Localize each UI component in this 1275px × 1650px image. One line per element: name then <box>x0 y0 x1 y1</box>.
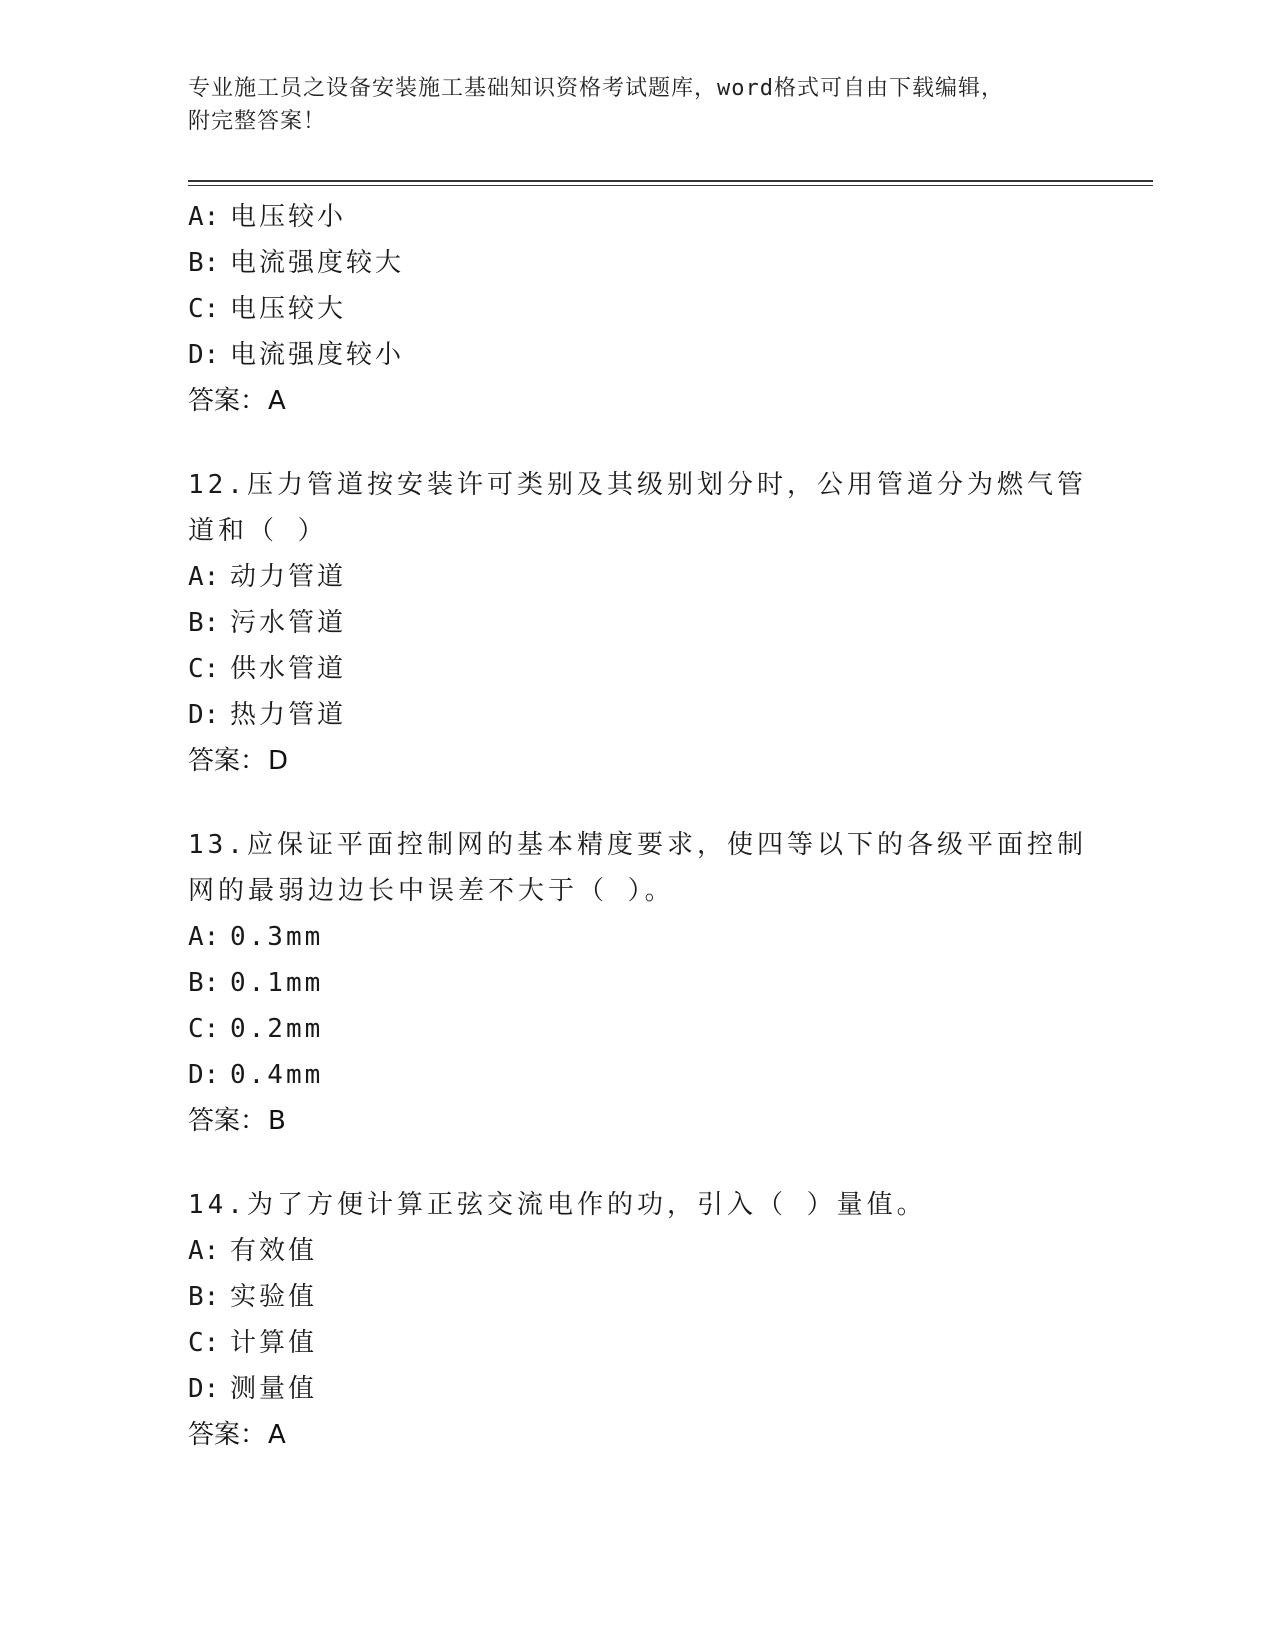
header-line-2: 附完整答案！ <box>188 109 327 134</box>
answer-label: 答案： <box>188 1106 267 1136</box>
option-b <box>188 960 1153 1006</box>
answer-label: 答案： <box>188 746 267 776</box>
option-text: 0.1mm <box>230 968 324 998</box>
option-text: 动力管道 <box>230 562 347 592</box>
question-stem: 14.为了方便计算正弦交流电作的功，引入（ ）量值。 <box>188 1190 927 1220</box>
option-text: 电流强度较小 <box>230 340 405 370</box>
question-14 <box>188 1182 1153 1458</box>
question-stem: 12.压力管道按安装许可类别及其级别划分时，公用管道分为燃气管道和（ ） <box>188 470 1087 546</box>
option-c <box>188 286 1153 332</box>
option-text: 0.2mm <box>230 1014 324 1044</box>
option-text: 0.3mm <box>230 922 324 952</box>
option-b <box>188 240 1153 286</box>
option-b <box>188 600 1153 646</box>
option-c <box>188 646 1153 692</box>
answer-label: 答案： <box>188 386 267 416</box>
answer-value: D <box>268 746 289 776</box>
option-a <box>188 194 1153 240</box>
option-c <box>188 1006 1153 1052</box>
option-d <box>188 332 1153 378</box>
option-letter: A: <box>188 1236 220 1266</box>
option-letter: B: <box>188 608 220 638</box>
option-text: 供水管道 <box>230 654 347 684</box>
option-letter: C: <box>188 1328 220 1358</box>
option-letter: A: <box>188 922 220 952</box>
question-stem: 13.应保证平面控制网的基本精度要求，使四等以下的各级平面控制网的最弱边边长中误差不大于（ ）。 <box>188 830 1087 906</box>
option-a <box>188 554 1153 600</box>
option-text: 测量值 <box>230 1374 318 1404</box>
option-c <box>188 1320 1153 1366</box>
option-letter: C: <box>188 1014 220 1044</box>
option-text: 电流强度较大 <box>230 248 405 278</box>
answer-value: A <box>268 1420 286 1450</box>
option-text: 热力管道 <box>230 700 347 730</box>
header-line-1: 专业施工员之设备安装施工基础知识资格考试题库，word格式可自由下载编辑， <box>188 76 1004 101</box>
option-letter: B: <box>188 968 220 998</box>
option-text: 污水管道 <box>230 608 347 638</box>
answer-line <box>188 1098 1153 1144</box>
answer-line <box>188 1412 1153 1458</box>
question-12 <box>188 462 1153 784</box>
answer-line <box>188 738 1153 784</box>
option-letter: D: <box>188 340 220 370</box>
option-letter: B: <box>188 248 220 278</box>
option-text: 有效值 <box>230 1236 318 1266</box>
option-text: 计算值 <box>230 1328 318 1358</box>
option-d <box>188 1366 1153 1412</box>
answer-label: 答案： <box>188 1420 267 1450</box>
header-divider <box>188 180 1153 186</box>
option-letter: A: <box>188 202 220 232</box>
answer-value: A <box>268 386 286 416</box>
option-letter: A: <box>188 562 220 592</box>
option-text: 电压较大 <box>230 294 347 324</box>
option-text: 0.4mm <box>230 1060 324 1090</box>
option-letter: D: <box>188 700 220 730</box>
option-letter: C: <box>188 294 220 324</box>
option-letter: D: <box>188 1060 220 1090</box>
document-page <box>188 72 1153 1496</box>
answer-line <box>188 378 1153 424</box>
question-list <box>188 194 1153 1458</box>
option-b <box>188 1274 1153 1320</box>
question-11-continued <box>188 194 1153 424</box>
option-letter: C: <box>188 654 220 684</box>
option-letter: B: <box>188 1282 220 1312</box>
answer-value: B <box>268 1106 286 1136</box>
option-a <box>188 1228 1153 1274</box>
option-a <box>188 914 1153 960</box>
question-13 <box>188 822 1153 1144</box>
option-d <box>188 692 1153 738</box>
option-letter: D: <box>188 1374 220 1404</box>
document-header <box>188 72 1068 138</box>
option-text: 实验值 <box>230 1282 318 1312</box>
option-d <box>188 1052 1153 1098</box>
option-text: 电压较小 <box>230 202 347 232</box>
